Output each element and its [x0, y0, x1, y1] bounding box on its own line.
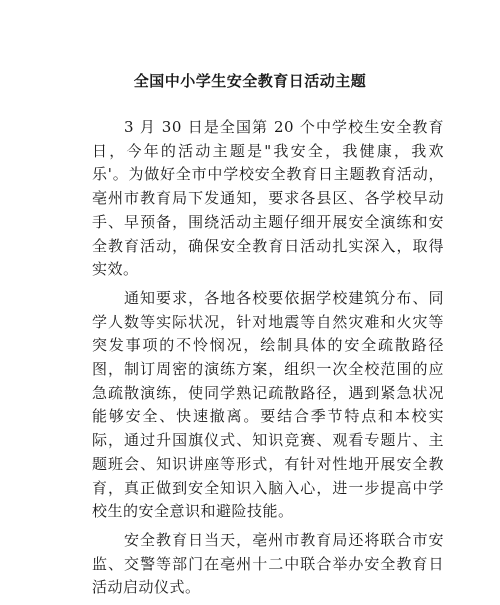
paragraph-3: 安全教育日当天，亳州市教育局还将联合市安监、交警等部门在亳州十二中联合举办安全教育日活动启动仪式。 — [92, 530, 444, 597]
document-body — [92, 116, 444, 605]
document-title: 全国中小学生安全教育日活动主题 — [133, 72, 367, 90]
paragraph-2: 通知要求，各地各校要依据学校建筑分布、同学人数等实际状况，针对地震等自然灾难和火灾等突发事项的不怜悯况，绘制具体的安全疏散路径图，制订周密的演练方案，组织一次全校范围的应急疏散演练，使同学熟记疏散路径，遇到紧急状况能够安全、快速撤离。要结合季节特点和本校实际，通过升国旗仪式、知识竞赛、观看专题片、主题班会、知识讲座等形式，有针对性地开展安全教育，真正做到安全知识入脑入心，进一步提高中学校生的安全意识和避险技能。 — [92, 288, 444, 521]
paragraph-1: 3 月 30 日是全国第 20 个中学校生安全教育日，今年的活动主题是"我安全，我健康，我欢乐'。为做好全市中学校安全教育日主题教育活动，亳州市教育局下发通知，要求各县区、各学校早动手、早预备，围绕活动主题仔细开展安全演练和安全教育活动，确保安全教育日活动扎实深入，取得实效。 — [92, 118, 444, 279]
